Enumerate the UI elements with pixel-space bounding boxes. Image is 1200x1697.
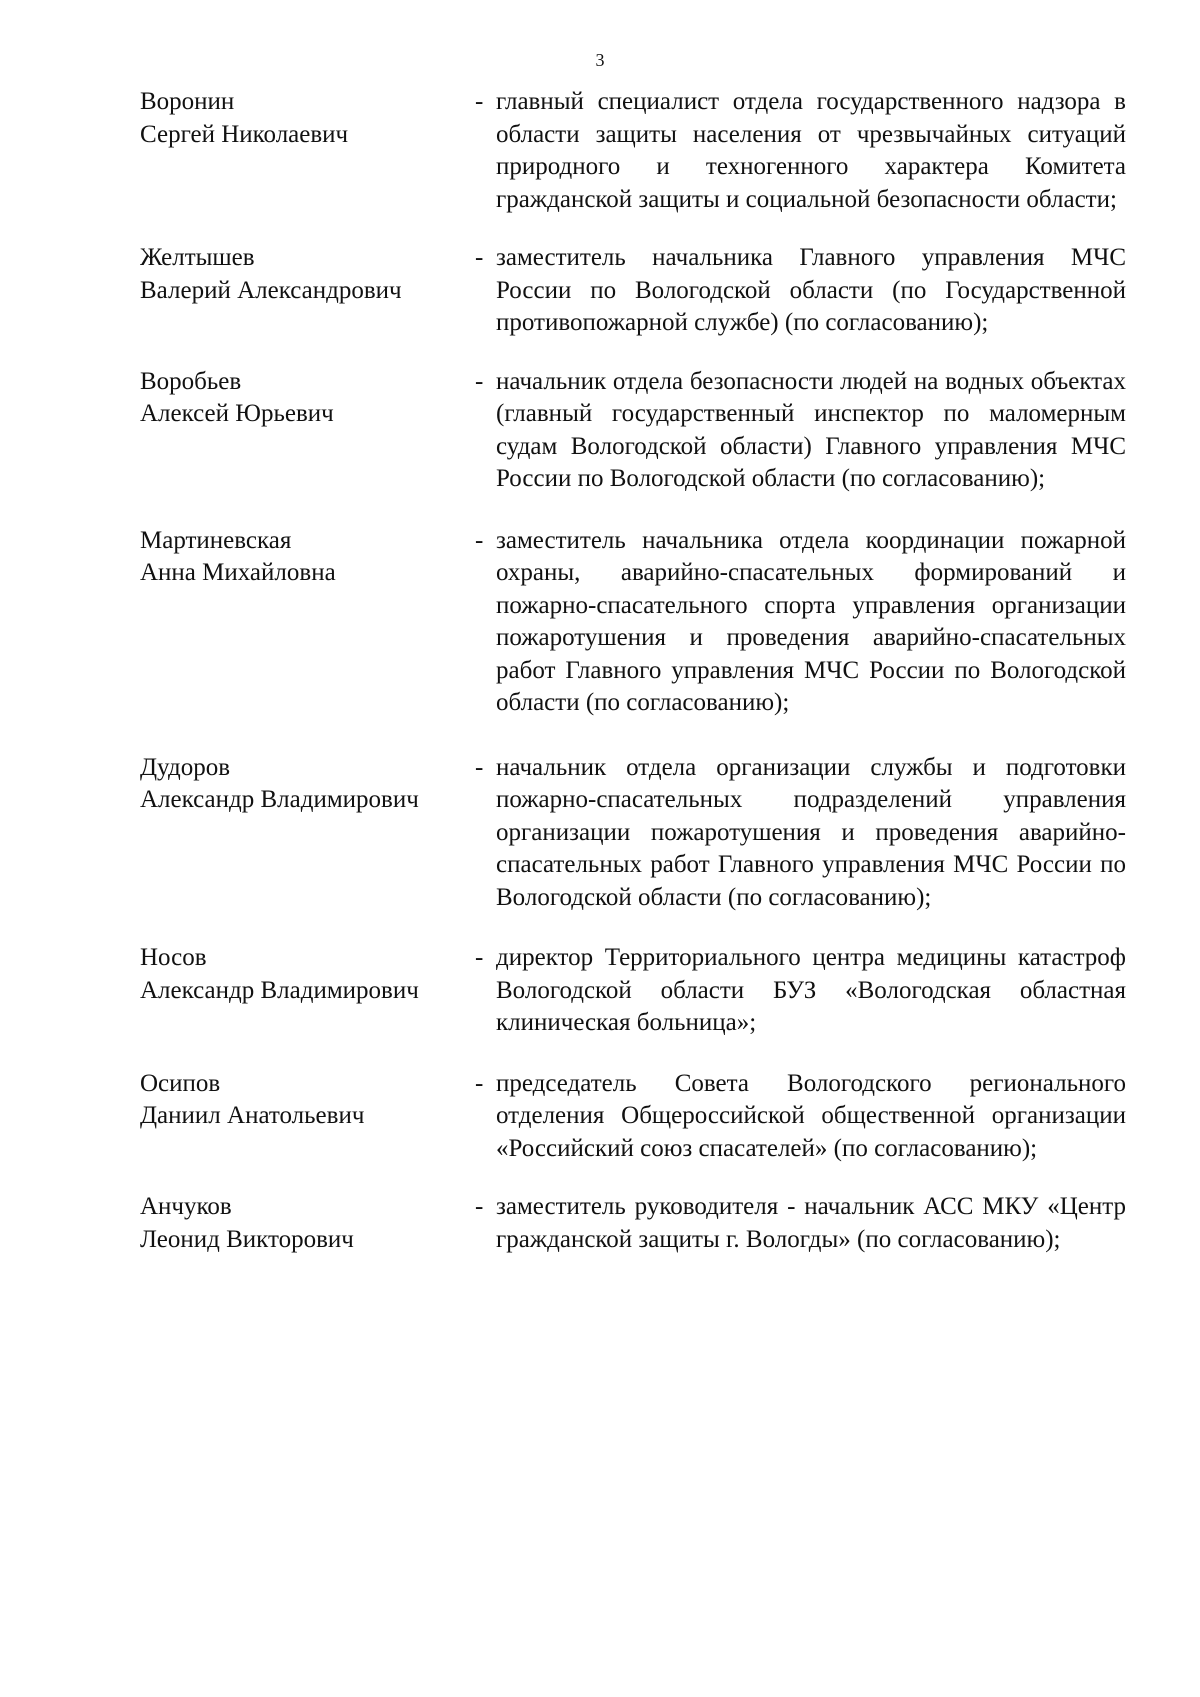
separator-dash: - bbox=[475, 1193, 484, 1220]
member-name bbox=[140, 242, 475, 307]
member-role: начальник отдела безопасности людей на водных объектах (главный государственный инспектор по маломерным судам Вологодской области) Главного управления МЧС России по Вологодской области (по согласованию); bbox=[496, 367, 1126, 492]
separator-dash: - bbox=[475, 244, 484, 271]
member-role: заместитель руководителя - начальник АСС МКУ «Центр гражданской защиты г. Вологды» (по согласованию); bbox=[496, 1193, 1126, 1253]
member-name bbox=[140, 1068, 475, 1133]
member-entry bbox=[140, 942, 1140, 1040]
member-name bbox=[140, 942, 475, 1007]
member-surname: Осипов bbox=[140, 1069, 221, 1097]
member-given-names: Александр Владимирович bbox=[140, 786, 419, 813]
member-name bbox=[140, 366, 475, 431]
member-entry bbox=[140, 1191, 1140, 1256]
member-surname: Воробьев bbox=[140, 367, 242, 395]
separator-dash: - bbox=[475, 944, 484, 971]
member-name bbox=[140, 525, 475, 590]
member-given-names: Даниил Анатольевич bbox=[140, 1102, 365, 1129]
member-role: директор Территориального центра медицины катастроф Вологодской области БУЗ «Вологодская областная клиническая больница»; bbox=[496, 944, 1126, 1036]
member-entry bbox=[140, 366, 1140, 496]
separator-dash: - bbox=[475, 367, 484, 395]
member-name bbox=[140, 86, 475, 151]
member-list bbox=[140, 86, 1140, 1256]
member-given-names: Сергей Николаевич bbox=[140, 120, 349, 148]
member-role: главный специалист отдела государственного надзора в области защиты населения от чрезвычайных ситуаций природного и техногенного характера Комитета гражданской защиты и социальной безопасности области; bbox=[496, 88, 1126, 213]
member-role: заместитель начальника отдела координации пожарной охраны, аварийно-спасательных формирований и пожарно-спасательного спорта управления организации пожаротушения и проведения аварийно-спасательных работ Главного управления МЧС России по Вологодской области (по согласованию); bbox=[496, 526, 1126, 716]
member-surname: Мартиневская bbox=[140, 526, 292, 554]
page-number: 3 bbox=[595, 50, 605, 70]
member-surname: Дудоров bbox=[140, 753, 231, 781]
separator-dash: - bbox=[475, 1069, 484, 1097]
member-given-names: Анна Михайловна bbox=[140, 559, 336, 586]
separator-dash: - bbox=[475, 753, 484, 781]
member-entry bbox=[140, 525, 1140, 720]
member-given-names: Алексей Юрьевич bbox=[140, 400, 334, 427]
member-given-names: Александр Владимирович bbox=[140, 976, 419, 1004]
member-role: председатель Совета Вологодского регионального отделения Общероссийской общественной организации «Российский союз спасателей» (по согласованию); bbox=[496, 1069, 1126, 1162]
member-role: начальник отдела организации службы и подготовки пожарно-спасательных подразделений управления организации пожаротушения и проведения аварийно-спасательных работ Главного управления МЧС России по Вологодской области (по согласованию); bbox=[496, 753, 1126, 911]
member-given-names: Валерий Александрович bbox=[140, 276, 402, 304]
member-surname: Анчуков bbox=[140, 1193, 232, 1220]
member-name bbox=[140, 1191, 475, 1256]
member-surname: Желтышев bbox=[140, 244, 255, 271]
member-entry bbox=[140, 752, 1140, 915]
member-entry bbox=[140, 242, 1140, 340]
member-role: заместитель начальника Главного управления МЧС России по Вологодской области (по Государственной противопожарной службе) (по согласованию); bbox=[496, 244, 1126, 336]
member-surname: Воронин bbox=[140, 88, 235, 115]
member-name bbox=[140, 752, 475, 817]
member-entry bbox=[140, 86, 1140, 216]
member-given-names: Леонид Викторович bbox=[140, 1225, 354, 1253]
separator-dash: - bbox=[475, 526, 484, 554]
separator-dash: - bbox=[475, 88, 484, 115]
member-surname: Носов bbox=[140, 944, 207, 971]
member-entry bbox=[140, 1068, 1140, 1166]
